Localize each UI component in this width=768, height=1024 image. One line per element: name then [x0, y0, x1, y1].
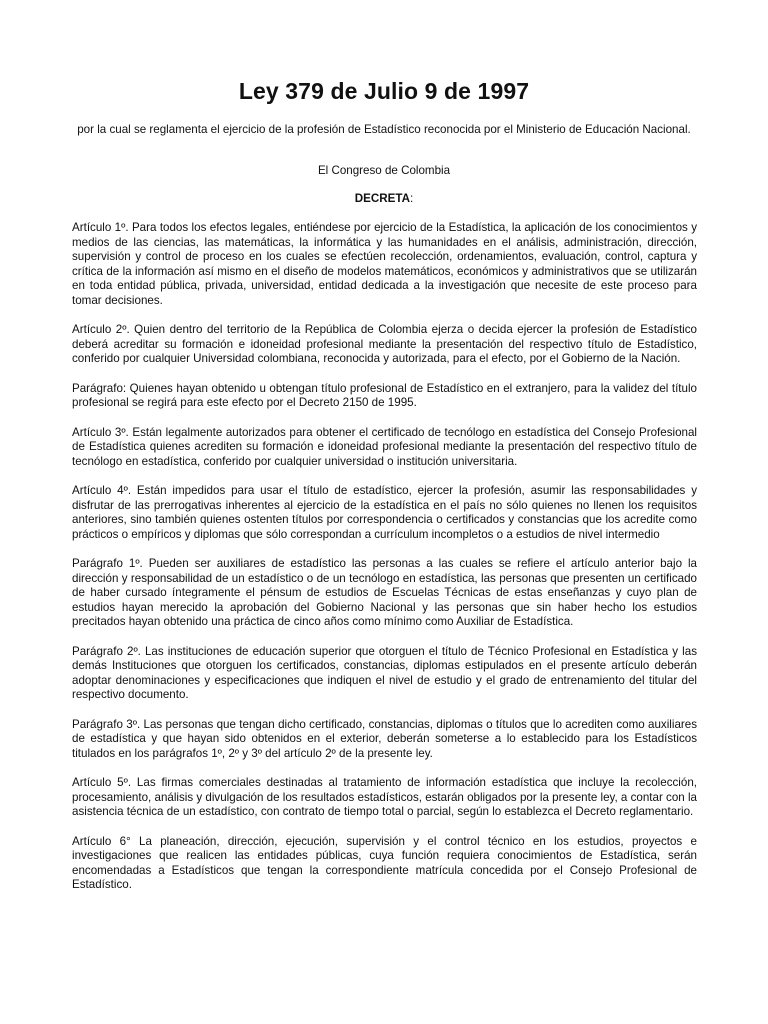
issuer-line: El Congreso de Colombia: [317, 164, 451, 177]
document-title: Ley 379 de Julio 9 de 1997: [238, 78, 530, 104]
decree-word: DECRETA: [354, 192, 410, 205]
decree-heading: [0, 192, 768, 207]
paragraph-1: Parágrafo 1º. Pueden ser auxiliares de estadístico las personas a las cuales se refiere el artículo anterior bajo la dirección y responsabilidad de un estadístico o de un tecnólogo en estadística, las personas que presenten un certificado de haber cursado íntegramente el pénsum de estudios de Escuelas Técnicas de estas enseñanzas y cuyo plan de estudios hayan merecido la aprobación del Gobierno Nacional y las personas que sin haber hecho los estudios precitados hayan obtenido una práctica de cinco años como mínimo como Auxiliar de Estadística.: [72, 557, 697, 628]
article-2-paragraph: Parágrafo: Quienes hayan obtenido u obtengan título profesional de Estadístico en el extranjero, para la validez del título profesional se regirá para este efecto por el Decreto 2150 de 1995.: [72, 381, 697, 409]
paragraph-2: Parágrafo 2º. Las instituciones de educación superior que otorguen el título de Técnico Profesional en Estadística y las demás Instituciones que otorguen los certificados, constancias, diplomas estipulados en el presente artículo deberán adoptar denominaciones y especificaciones que indiquen el nivel de estudio y el grado de entrenamiento del titular del respectivo documento.: [72, 644, 697, 701]
article-6: Artículo 6° La planeación, dirección, ejecución, supervisión y el control técnico en los estudios, proyectos e investigaciones que realicen las entidades públicas, cuya función requiera conocimientos de Estadística, serán encomendadas a Estadísticos que tengan la correspondiente matrícula concedida por el Consejo Profesional de Estadístico.: [72, 834, 697, 891]
article-5: Artículo 5º. Las firmas comerciales destinadas al tratamiento de información estadística que incluye la recolección, procesamiento, análisis y divulgación de los resultados estadísticos, estarán obligados por la presente ley, a contar con la asistencia técnica de un estadístico, con contrato de tiempo total o parcial, según lo establezca el Decreto reglamentario.: [72, 776, 697, 818]
article-3: Artículo 3º. Están legalmente autorizados para obtener el certificado de tecnólogo en estadística del Consejo Profesional de Estadística quienes acrediten su formación e idoneidad profesional mediante la presentación del respectivo título de tecnólogo en estadística, conferido por cualquier universidad o institución universitaria.: [72, 425, 697, 468]
paragraph-3: Parágrafo 3º. Las personas que tengan dicho certificado, constancias, diplomas o títulos que lo acrediten como auxiliares de estadística y que hayan sido obtenidos en el exterior, deberán someterse a lo establecido para los Estadísticos titulados en los parágrafos 1º, 2º y 3º del artículo 2º de la presente ley.: [72, 717, 697, 760]
article-1: Artículo 1º. Para todos los efectos legales, entiéndese por ejercicio de la Estadística, la aplicación de los conocimientos y medios de las ciencias, las matemáticas, la informática y las humanidades en el análisis, administración, dirección, supervisión y control de proceso en los cuales se efectúen recolección, ordenamientos, evaluación, control, captura y crítica de la información así mismo en el diseño de modelos matemáticos, económicos y administrativos que se utilizarán en toda entidad pública, privada, universidad, entidad dedicada a la investigación que necesite de este proceso para tomar decisiones.: [72, 221, 697, 307]
article-2: Artículo 2º. Quien dentro del territorio de la República de Colombia ejerza o decida ejercer la profesión de Estadístico deberá acreditar su formación e idoneidad profesional mediante la presentación del respectivo título de Estadístico, conferido por cualquier Universidad colombiana, reconocida y autorizada, para el efecto, por el Gobierno de la Nación.: [72, 323, 697, 365]
decree-colon: :: [409, 192, 414, 205]
document-subtitle: por la cual se reglamenta el ejercicio de la profesión de Estadístico reconocida por el Ministerio de Educación Nacional.: [77, 123, 691, 136]
article-4: Artículo 4º. Están impedidos para usar el título de estadístico, ejercer la profesión, asumir las responsabilidades y disfrutar de las prerrogativas inherentes al ejercicio de la estadística en el país no sólo quienes no llenen los requisitos anteriores, sino también quienes ostenten títulos por correspondencia o certificados y constancias que los acredite como prácticos o empíricos y diplomas que sólo correspondan a currículum incompletos o a estudios de nivel intermedio: [72, 484, 697, 541]
document-body: [72, 221, 697, 908]
